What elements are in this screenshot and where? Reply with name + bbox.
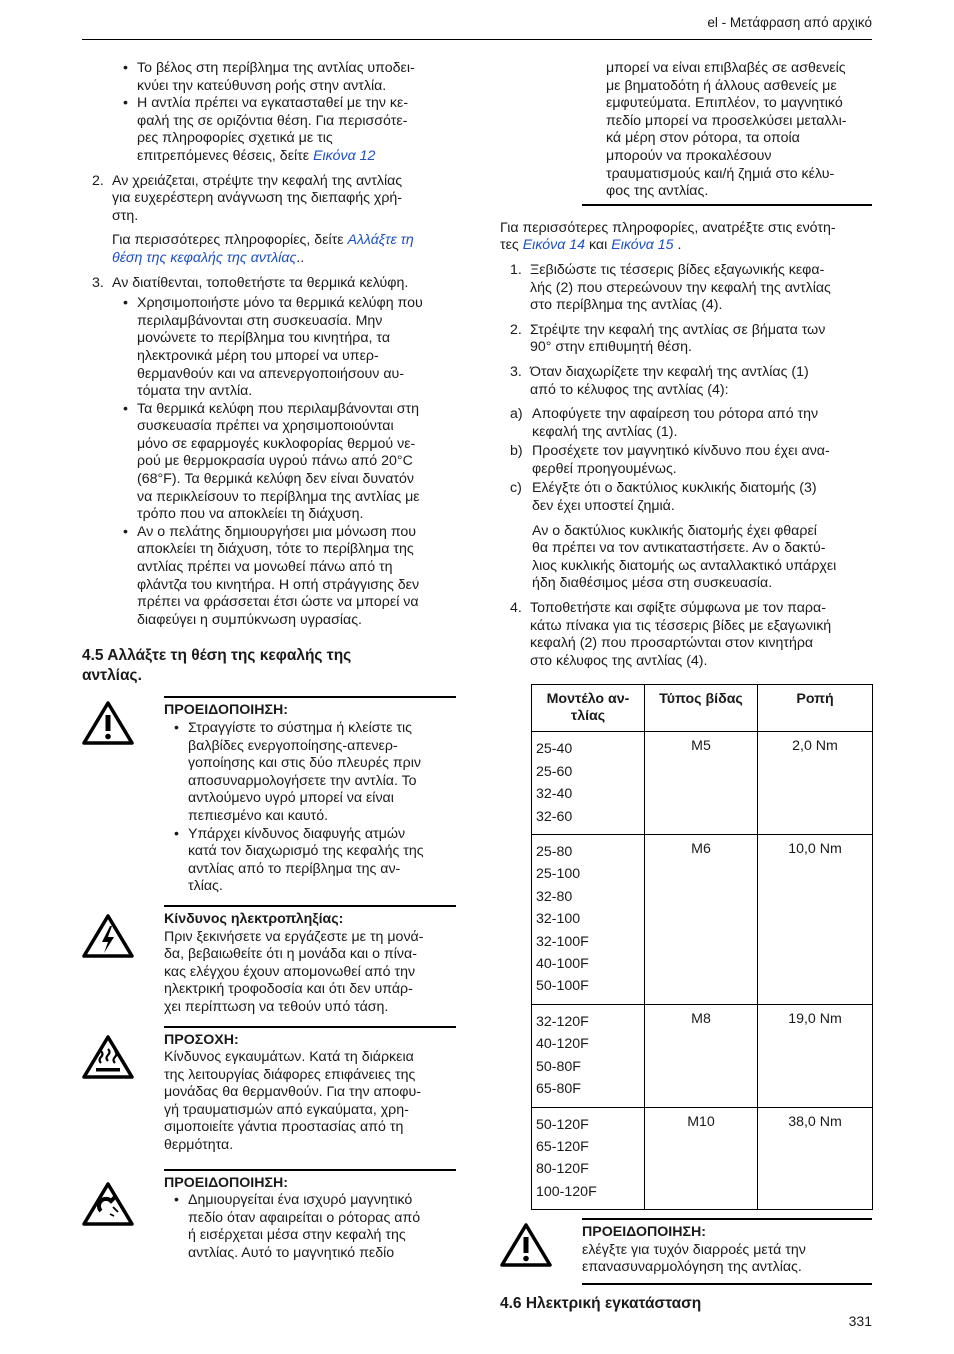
- list-item: • Στραγγίστε το σύστημα ή κλείστε τις βαλβίδες ενεργοποίησης-απενερ- γοποίησης και στις δύο πλευρές πριν αποσυναρμολογήσετε την αντλία. Το αντλούμενο υγρό μπορεί να είναι πεπιεσμένο και καυτό.: [188, 720, 456, 826]
- notice-title: ΠΡΟΕΙΔΟΠΟΙΗΣΗ:: [582, 1224, 706, 1241]
- section-link[interactable]: θέση της κεφαλής της αντλίας: [112, 249, 297, 266]
- warning-triangle-icon: [500, 1222, 552, 1274]
- left-column: [82, 60, 456, 1263]
- step-2-reference: Για περισσότερες πληροφορίες, δείτε Αλλάξτε τη θέση της κεφαλής της αντλίας..: [112, 232, 414, 266]
- model-cell: 25-80 25-100 32-80 32-100 32-100F 40-100F 50-100F: [532, 835, 645, 1005]
- screw-cell: M10: [645, 1107, 758, 1210]
- oring-note: Αν ο δακτύλιος κυκλικής διατομής έχει φθαρεί θα πρέπει να τον αντικαταστήσετε. Αν ο δακτύ- λιος κυκλικής διατομής ως ανταλλακτικό υπάρχει ήδη διαθέσιμος μέσα στη συσκευασία.: [532, 522, 837, 592]
- screw-cell: M8: [645, 1004, 758, 1107]
- screw-cell: M6: [645, 835, 758, 1005]
- list-item: • Το βέλος στη περίβλημα της αντλίας υποδει- κνύει την κατεύθυνση ροής στην αντλία.: [137, 60, 456, 95]
- model-cell: 32-120F 40-120F 50-80F 65-80F: [532, 1004, 645, 1107]
- magnetic-field-icon: [82, 1181, 134, 1233]
- substep-b: b) Προσέχετε τον μαγνητικό κίνδυνο που έχει ανα- φερθεί προηγουμένως.: [510, 443, 830, 477]
- notice-title: ΠΡΟΕΙΔΟΠΟΙΗΣΗ:: [164, 702, 288, 719]
- step-3: 3. Αν διατίθενται, τοποθετήστε τα θερμικά κελύφη.: [92, 274, 409, 291]
- column-header-model: Μοντέλο αν- τλίας: [532, 685, 645, 732]
- torque-cell: 38,0 Nm: [758, 1107, 873, 1210]
- electric-shock-icon: [82, 913, 134, 965]
- substep-c: c) Ελέγξτε ότι ο δακτύλιος κυκλικής διατομής (3) δεν έχει υποστεί ζημιά.: [510, 480, 817, 515]
- notice-bullets: [164, 720, 456, 896]
- list-item: • Χρησιμοποιήστε μόνο τα θερμικά κελύφη που περιλαμβάνονται στη συσκευασία. Μην μονώνετε το περίβλημα του κινητήρα, τα ηλεκτρονικά μέρη του μπορεί να υπερ- θερμανθούν και να απενεργοποιήσουν αυ- τόματα την αντλία.: [137, 295, 456, 401]
- figure-link[interactable]: Εικόνα 15: [611, 237, 674, 254]
- warning-triangle-icon: [82, 700, 134, 752]
- notice-text: Κίνδυνος εγκαυμάτων. Κατά τη διάρκεια της λειτουργίας διάφορες επιφάνειες της μονάδας θα θερμανθούν. Για την αποφυ- γή τραυματισμών από εγκαύματα, χρη- σιμοποιείτε γάντια προστασίας από τη θερμότητα.: [164, 1049, 421, 1154]
- model-cell: 50-120F 65-120F 80-120F 100-120F: [532, 1107, 645, 1210]
- list-item: • Η αντλία πρέπει να εγκατασταθεί με την κε- φαλή της σε οριζόντια θέση. Για περισσότε- ρες πληροφορίες σχετικά με τις επιτρεπόμενες θέσεις, δείτε Εικόνα 12: [137, 95, 456, 165]
- notice-bullets: [164, 1192, 456, 1262]
- table-row: [532, 732, 873, 835]
- list-item: • Αν ο πελάτης δημιουργήσει μια μόνωση που αποκλείει τη διάχυση, τότε το περίβλημα της αντλίας πρέπει να μονωθεί πάνω από τη φλάντζα του κινητήρα. Η οπή στράγγισης δεν πρέπει να φράσσεται έτσι ώστε να μπορεί να διαφεύγει η συμπύκνωση υγρασίας.: [137, 524, 456, 630]
- notice-title: ΠΡΟΣΟΧΗ:: [164, 1031, 239, 1048]
- step-2: 2. Στρέψτε την κεφαλή της αντλίας σε βήματα των 90° στην επιθυμητή θέση.: [510, 321, 826, 356]
- torque-table: [531, 684, 873, 1210]
- step-3-bullets: [82, 295, 456, 629]
- caution-notice: [82, 1026, 456, 1155]
- list-item: • Δημιουργείται ένα ισχυρό μαγνητικό πεδίο όταν αφαιρείται ο ρότορας από ή εισέρχεται μέσα στην κεφαλή της αντλίας. Αυτό το μαγνητικό πεδίο: [188, 1192, 456, 1262]
- substep-a: a) Αποφύγετε την αφαίρεση του ρότορα από την κεφαλή της αντλίας (1).: [510, 406, 819, 440]
- step-2: 2. Αν χρειάζεται, στρέψτε την κεφαλή της αντλίας για ευχερέστερη ανάγνωση της διεπαφής χρή- στη.: [92, 172, 403, 224]
- list-item: • Υπάρχει κίνδυνος διαφυγής ατμών κατά τον διαχωρισμό της κεφαλής της αντλίας από το περίβλημα της αν- τλίας.: [188, 826, 456, 896]
- right-column: [500, 60, 872, 1314]
- magnetic-warning-continued: μπορεί να είναι επιβλαβές σε ασθενείς με βηματοδότη ή άλλους ασθενείς με εμφυτεύματα. Επιπλέον, το μαγνητικό πεδίο μπορεί να προσελκύσει μεταλλι- κά μέρη στον ρότορα, τα οποία μπορούν να προκαλέσουν τραυματισμούς και/ή ζημιά στο κέλυ- φος της αντλίας.: [582, 60, 872, 206]
- warning-notice: [82, 696, 456, 896]
- model-cell: 25-40 25-60 32-40 32-60: [532, 732, 645, 835]
- figure-link[interactable]: Εικόνα 14: [522, 237, 586, 254]
- step-4: 4. Τοποθετήστε και σφίξτε σύμφωνα με τον παρα- κάτω πίνακα για τις τέσσερις βίδες με εξαγωνική κεφαλή (2) που προσαρτώνται στον κινητήρα στο κέλυφος της αντλίας (4).: [510, 600, 832, 669]
- figure-reference: Για περισσότερες πληροφορίες, ανατρέξτε στις ενότη- τες Εικόνα 14 και Εικόνα 15 .: [500, 219, 836, 254]
- torque-cell: 19,0 Nm: [758, 1004, 873, 1107]
- notice-title: Κίνδυνος ηλεκτροπληξίας:: [164, 910, 344, 927]
- section-heading-4-6: 4.6 Ηλεκτρική εγκατάσταση: [500, 1294, 702, 1312]
- intro-bullets: [82, 60, 456, 166]
- leak-warning-notice: [500, 1218, 872, 1285]
- magnetic-warning-notice: [82, 1169, 456, 1263]
- table-row: [532, 835, 873, 1005]
- column-header-screw: Τύπος βίδας: [645, 685, 758, 732]
- step-3: 3. Όταν διαχωρίζετε την κεφαλή της αντλίας (1) από το κέλυφος της αντλίας (4):: [510, 363, 809, 398]
- screw-cell: M5: [645, 732, 758, 835]
- notice-text: ελέγξτε για τυχόν διαρροές μετά την επανασυναρμολόγηση της αντλίας.: [582, 1241, 806, 1276]
- page-header: el - Μετάφραση από αρχικό: [707, 15, 872, 30]
- step-1: 1. Ξεβιδώστε τις τέσσερις βίδες εξαγωνικής κεφα- λής (2) που στερεώνουν την κεφαλή της αντλίας στο περίβλημα της αντλίας (4).: [510, 261, 831, 314]
- table-row: [532, 1004, 873, 1107]
- header-rule: [82, 39, 872, 40]
- notice-text: Πριν ξεκινήσετε να εργάζεστε με τη μονά- δα, βεβαιωθείτε ότι η μονάδα και ο πίνα- κας ελέγχου έχουν απομονωθεί από την ηλεκτρική τροφοδοσία και ότι δεν υπάρ- χει περίπτωση να τεθούν υπό τάση.: [164, 928, 424, 1015]
- table-row: [532, 1107, 873, 1210]
- torque-cell: 10,0 Nm: [758, 835, 873, 1005]
- notice-title: ΠΡΟΕΙΔΟΠΟΙΗΣΗ:: [164, 1174, 288, 1191]
- hot-surface-icon: [82, 1034, 134, 1086]
- page-number: 331: [848, 1313, 872, 1329]
- figure-link[interactable]: Εικόνα 12: [313, 147, 376, 164]
- electric-shock-notice: [82, 905, 456, 1017]
- list-item: • Τα θερμικά κελύφη που περιλαμβάνονται στη συσκευασία πρέπει να χρησιμοποιούνται μόνο σε εφαρμογές κυκλοφορίας θερμού νε- ρού με θερμοκρασία υγρού πάνω από 20°C (68°F). Τα θερμικά κελύφη δεν είναι δυνατόν να περικλείσουν το περίβλημα της αντλίας με τρόπο που να αποκλείει τη διάχυση.: [137, 401, 456, 524]
- column-header-torque: Ροπή: [758, 685, 873, 732]
- section-link[interactable]: Αλλάξτε τη: [347, 232, 414, 249]
- torque-cell: 2,0 Nm: [758, 732, 873, 835]
- section-heading-4-5: 4.5 Αλλάξτε τη θέση της κεφαλής της αντλίας.: [82, 647, 352, 685]
